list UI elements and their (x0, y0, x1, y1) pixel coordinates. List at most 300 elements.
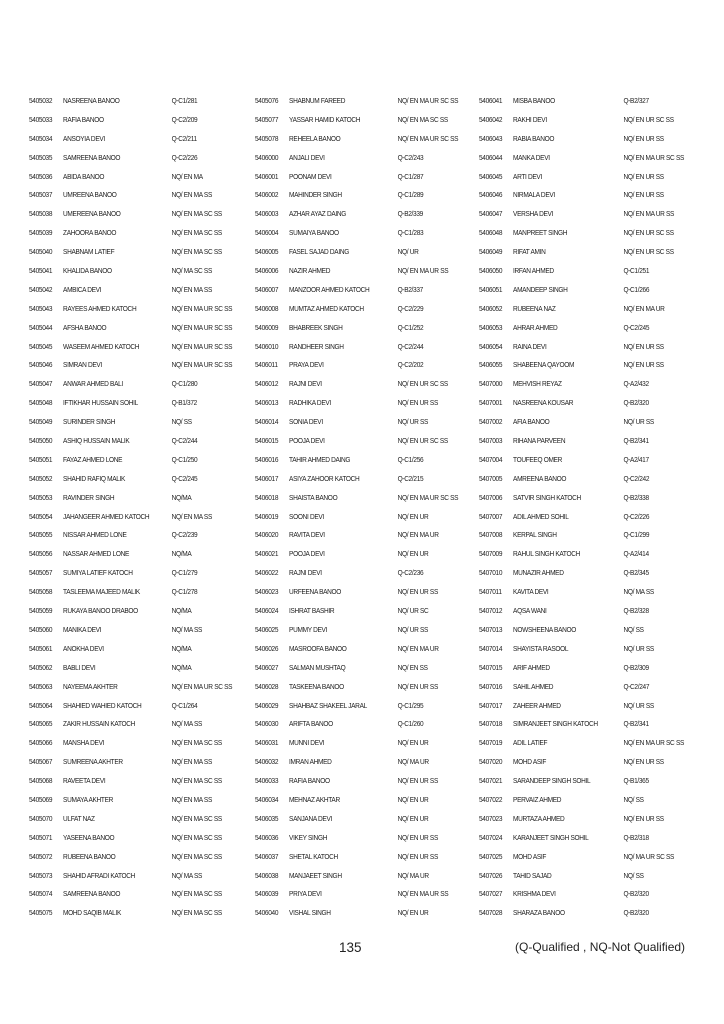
candidate-name: SHABEENA QAYOOM (513, 361, 575, 370)
candidate-name: MAHINDER SINGH (289, 191, 342, 200)
roll-number: 5405076 (255, 97, 279, 105)
roll-number: 5406017 (255, 474, 279, 483)
result-status: Q-C1/289 (397, 191, 424, 200)
roll-number: 5405040 (29, 248, 53, 257)
roll-number: 5405056 (29, 550, 53, 559)
candidate-name: RAVITA DEVI (289, 531, 325, 540)
roll-number: 5405032 (29, 97, 53, 105)
result-status: Q-C1/299 (623, 531, 650, 540)
result-status: Q-B2/341 (623, 437, 649, 446)
roll-number: 5405070 (29, 814, 53, 823)
roll-number: 5405039 (29, 229, 53, 238)
candidate-name: SAMREENA BANOO (63, 153, 121, 162)
result-status: NQ/ EN UR SC SS (623, 115, 674, 124)
candidate-name: VIKEY SINGH (289, 833, 328, 842)
candidate-name: ADIL LATIEF (513, 739, 548, 748)
candidate-name: SHABNUM FAREED (289, 97, 346, 105)
result-status: Q-B2/338 (623, 493, 649, 502)
result-status: NQ/ EN UR SS (397, 777, 438, 786)
result-status: Q-C2/243 (397, 153, 424, 162)
roll-number: 5405067 (29, 758, 53, 767)
result-status: Q-C1/250 (171, 455, 198, 464)
roll-number: 5406037 (255, 852, 279, 861)
roll-number: 5405044 (29, 323, 53, 332)
result-status: Q-B2/327 (623, 97, 649, 105)
result-status: Q-A2/432 (623, 380, 649, 389)
roll-number: 5406015 (255, 437, 279, 446)
result-status: NQ/ EN UR SC SS (623, 229, 674, 238)
candidate-name: RAJNI DEVI (289, 380, 322, 389)
roll-number: 5407017 (479, 701, 503, 710)
roll-number: 5406014 (255, 418, 279, 427)
roll-number: 5405047 (29, 380, 53, 389)
candidate-name: NASSAR AHMED LONE (63, 550, 130, 559)
result-status: NQ/ EN UR SS (623, 814, 664, 823)
roll-number: 5406010 (255, 342, 279, 351)
roll-number: 5406001 (255, 172, 279, 181)
roll-number: 5405033 (29, 115, 53, 124)
result-status: NQ/ EN UR SS (397, 852, 438, 861)
candidate-name: MANKA DEVI (513, 153, 550, 162)
roll-number: 5405064 (29, 701, 53, 710)
candidate-name: RAVEETA DEVI (63, 777, 106, 786)
result-status: NQ/ EN MA SC SS (171, 833, 222, 842)
result-status: NQ/ MA UR SC SS (623, 852, 675, 861)
roll-number: 5406026 (255, 644, 279, 653)
candidate-name: SALMAN MUSHTAQ (289, 663, 346, 672)
roll-number: 5406012 (255, 380, 279, 389)
candidate-name: SUMAIYA BANOO (289, 229, 339, 238)
candidate-name: RUBEENA BANOO (63, 852, 116, 861)
roll-number: 5406041 (479, 97, 503, 105)
result-status: NQ/ UR SS (623, 644, 654, 653)
result-status: Q-B2/339 (397, 210, 423, 219)
result-status: NQ/ EN UR SS (623, 758, 664, 767)
result-status: NQ/ UR SS (397, 418, 429, 427)
result-status: NQ/ EN MA UR SC SS (623, 739, 685, 748)
roll-number: 5405038 (29, 210, 53, 219)
result-status: Q-C1/260 (397, 720, 424, 729)
roll-number: 5407012 (479, 607, 503, 616)
roll-number: 5405043 (29, 304, 53, 313)
candidate-name: UMREENA BANOO (63, 191, 117, 200)
result-status: NQ/ UR SS (397, 625, 429, 634)
roll-number: 5406034 (255, 795, 279, 804)
result-status: NQ/ EN MA UR SS (623, 210, 675, 219)
result-status: NQ/ EN UR SS (623, 172, 664, 181)
candidate-name: RIFAT AMIN (513, 248, 546, 257)
candidate-name: SAHIL AHMED (513, 682, 554, 691)
result-status: NQ/MA (171, 550, 192, 559)
candidate-name: SIMRAN DEVI (63, 361, 102, 370)
roll-number: 5405059 (29, 607, 53, 616)
candidate-name: SHAHBAZ SHAKEEL JARAL (289, 701, 367, 710)
roll-number: 5406043 (479, 134, 503, 143)
candidate-name: UMEREENA BANOO (63, 210, 121, 219)
roll-number: 5406042 (479, 115, 503, 124)
result-status: NQ/ MA UR (397, 871, 429, 880)
result-status: Q-B1/372 (171, 399, 197, 408)
candidate-name: PRIYA DEVI (289, 890, 322, 899)
candidate-name: BABLI DEVI (63, 663, 96, 672)
roll-number: 5407003 (479, 437, 503, 446)
candidate-name: SIMRANJEET SINGH KATOCH (513, 720, 598, 729)
candidate-name: TOUFEEQ OMER (513, 455, 563, 464)
candidate-name: SANJANA DEVI (289, 814, 332, 823)
candidate-name: MANSHA DEVI (63, 739, 105, 748)
result-status: NQ/ EN MA UR SC SS (171, 682, 233, 691)
result-status: NQ/ EN MA SS (171, 512, 212, 521)
candidate-name: MISBA BANOO (513, 97, 555, 105)
roll-number: 5406040 (255, 909, 279, 918)
candidate-name: ADIL AHMED SOHIL (513, 512, 569, 521)
roll-number: 5407011 (479, 588, 502, 597)
result-status: NQ/ EN MA SC SS (171, 210, 222, 219)
candidate-name: SUMIYA LATIEF KATOCH (63, 569, 133, 578)
result-status: NQ/ EN MA SC SS (171, 852, 222, 861)
candidate-name: MANPREET SINGH (513, 229, 568, 238)
candidate-name: VERSHA DEVI (513, 210, 554, 219)
roll-number: 5407008 (479, 531, 503, 540)
roll-number: 5405074 (29, 890, 53, 899)
candidate-name: SURINDER SINGH (63, 418, 116, 427)
candidate-name: AFSHA BANOO (63, 323, 107, 332)
roll-number: 5407026 (479, 871, 503, 880)
roll-number: 5405036 (29, 172, 53, 181)
candidate-name: RAVINDER SINGH (63, 493, 115, 502)
result-status: Q-C2/226 (623, 512, 650, 521)
candidate-name: SHABNAM LATIEF (63, 248, 115, 257)
result-status: NQ/ MA UR (397, 758, 429, 767)
result-status: NQ/ EN MA UR SC SS (171, 304, 233, 313)
candidate-name: JAHANGEER AHMED KATOCH (63, 512, 150, 521)
result-status: NQ/ EN UR SS (397, 399, 438, 408)
roll-number: 5406048 (479, 229, 503, 238)
result-status: NQ/ UR SS (623, 701, 654, 710)
roll-number: 5407016 (479, 682, 503, 691)
result-status: NQ/ MA SC SS (171, 267, 212, 276)
roll-number: 5407001 (479, 399, 503, 408)
candidate-name: AZHAR AYAZ DAING (289, 210, 347, 219)
roll-number: 5406032 (255, 758, 279, 767)
result-status: NQ/ EN MA UR SC SS (171, 323, 233, 332)
candidate-name: RAHUL SINGH KATOCH (513, 550, 581, 559)
roll-number: 5405053 (29, 493, 53, 502)
candidate-name: POONAM DEVI (289, 172, 332, 181)
roll-number: 5405052 (29, 474, 53, 483)
result-status: Q-C2/239 (171, 531, 198, 540)
candidate-name: AMANDEEP SINGH (513, 285, 568, 294)
result-status: NQ/MA (171, 663, 192, 672)
result-status: Q-C2/236 (397, 569, 424, 578)
roll-number: 5406051 (479, 285, 503, 294)
result-status: NQ/ EN UR (397, 739, 429, 748)
result-status: Q-C2/209 (171, 115, 198, 124)
roll-number: 5406019 (255, 512, 279, 521)
roll-number: 5405069 (29, 795, 53, 804)
result-status: Q-C1/287 (397, 172, 424, 181)
candidate-name: SHETAL KATOCH (289, 852, 338, 861)
result-status: NQ/ EN MA SC SS (397, 115, 448, 124)
result-status: NQ/ EN UR (397, 550, 429, 559)
roll-number: 5407025 (479, 852, 503, 861)
candidate-name: TASKEENA BANOO (289, 682, 344, 691)
candidate-name: NASREENA BANOO (63, 97, 120, 105)
candidate-name: ARTI DEVI (513, 172, 542, 181)
candidate-name: SHAHID RAFIQ MALIK (63, 474, 126, 483)
result-status: Q-B2/328 (623, 607, 649, 616)
result-status: NQ/ EN MA UR (623, 304, 665, 313)
result-status: NQ/ EN UR SS (397, 588, 438, 597)
candidate-name: RADHIKA DEVI (289, 399, 331, 408)
candidate-name: MUNNI DEVI (289, 739, 325, 748)
candidate-name: NISSAR AHMED LONE (63, 531, 127, 540)
roll-number: 5407005 (479, 474, 503, 483)
roll-number: 5405063 (29, 682, 53, 691)
candidate-name: MASROOFA BANOO (289, 644, 347, 653)
result-status: Q-B2/318 (623, 833, 649, 842)
candidate-name: ULFAT NAZ (63, 814, 95, 823)
result-status: Q-C1/252 (397, 323, 424, 332)
result-status: NQ/ UR (397, 248, 419, 257)
candidate-name: RAKHI DEVI (513, 115, 547, 124)
result-status: NQ/ EN MA SC SS (171, 248, 222, 257)
result-status: Q-A2/414 (623, 550, 649, 559)
result-status: Q-B2/337 (397, 285, 423, 294)
candidate-name: FASEL SAJAD DAING (289, 248, 349, 257)
result-status: Q-C2/215 (397, 474, 424, 483)
result-status: NQ/ EN MA (171, 172, 203, 181)
result-status: Q-C2/244 (397, 342, 424, 351)
roll-number: 5405068 (29, 777, 53, 786)
candidate-name: ANOKHA DEVI (63, 644, 104, 653)
roll-number: 5405057 (29, 569, 53, 578)
candidate-name: SARANDEEP SINGH SOHIL (513, 777, 591, 786)
result-status: Q-C2/226 (171, 153, 198, 162)
result-status: NQ/ MA SS (171, 871, 203, 880)
candidate-name: WASEEM AHMED KATOCH (63, 342, 140, 351)
roll-number: 5406028 (255, 682, 279, 691)
candidate-name: RAFIA BANOO (289, 777, 330, 786)
result-status: NQ/ SS (623, 795, 644, 804)
candidate-name: RABIA BANOO (513, 134, 555, 143)
candidate-name: YASEENA BANOO (63, 833, 115, 842)
candidate-name: ABIDA BANOO (63, 172, 105, 181)
roll-number: 5407024 (479, 833, 503, 842)
candidate-name: SHAYISTA RASOOL (513, 644, 569, 653)
result-status: NQ/ MA SS (623, 588, 654, 597)
candidate-name: RUBEENA NAZ (513, 304, 556, 313)
result-status: Q-C2/247 (623, 682, 650, 691)
result-status: NQ/ EN MA UR SC SS (171, 361, 233, 370)
roll-number: 5405065 (29, 720, 53, 729)
candidate-name: REHEELA BANOO (289, 134, 341, 143)
candidate-name: MOHD ASIF (513, 852, 547, 861)
roll-number: 5407020 (479, 758, 503, 767)
result-status: Q-B2/341 (623, 720, 649, 729)
result-status: NQ/MA (171, 493, 192, 502)
candidate-name: ZAHEER AHMED (513, 701, 561, 710)
candidate-name: ARIF AHMED (513, 663, 550, 672)
result-status: NQ/ EN UR (397, 512, 429, 521)
result-status: NQ/ EN MA UR (397, 644, 439, 653)
result-status: NQ/ EN MA UR SC SS (623, 153, 685, 162)
result-status: NQ/ EN MA SC SS (171, 909, 222, 918)
candidate-name: NAZIR AHMED (289, 267, 331, 276)
candidate-name: SOONI DEVI (289, 512, 324, 521)
candidate-name: NOWSHEENA BANOO (513, 625, 577, 634)
roll-number: 5406003 (255, 210, 279, 219)
candidate-name: SATVIR SINGH KATOCH (513, 493, 581, 502)
result-status: Q-C1/266 (623, 285, 650, 294)
result-status: NQ/ UR SS (623, 418, 654, 427)
result-status: Q-B2/320 (623, 399, 649, 408)
roll-number: 5406047 (479, 210, 503, 219)
result-status: Q-C1/256 (397, 455, 424, 464)
result-status: Q-A2/417 (623, 455, 649, 464)
candidate-name: RUKAYA BANOO DRABOO (63, 607, 138, 616)
result-status: NQ/ EN UR SC SS (623, 248, 674, 257)
candidate-name: MEHVISH REYAZ (513, 380, 562, 389)
candidate-name: ZAHOORA BANOO (63, 229, 117, 238)
candidate-name: ASHIQ HUSSAIN MALIK (63, 437, 130, 446)
roll-number: 5407006 (479, 493, 503, 502)
roll-number: 5406002 (255, 191, 279, 200)
candidate-name: SONIA DEVI (289, 418, 323, 427)
result-status: NQ/ EN MA SS (171, 795, 212, 804)
roll-number: 5406011 (255, 361, 278, 370)
roll-number: 5406007 (255, 285, 279, 294)
roll-number: 5405034 (29, 134, 53, 143)
candidate-name: MOHD ASIF (513, 758, 547, 767)
candidate-name: PUMMY DEVI (289, 625, 328, 634)
roll-number: 5407004 (479, 455, 503, 464)
result-status: NQ/ EN MA UR SC SS (397, 493, 459, 502)
candidate-name: AMBICA DEVI (63, 285, 102, 294)
candidate-name: SHAISTA BANOO (289, 493, 338, 502)
candidate-name: IRFAN AHMED (513, 267, 554, 276)
roll-number: 5405062 (29, 663, 53, 672)
result-status: Q-B2/309 (623, 663, 649, 672)
roll-number: 5406020 (255, 531, 279, 540)
roll-number: 5406008 (255, 304, 279, 313)
candidate-name: SUMREENA AKHTER (63, 758, 123, 767)
candidate-name: KRISHMA DEVI (513, 890, 556, 899)
roll-number: 5406023 (255, 588, 279, 597)
result-status: Q-C1/283 (397, 229, 424, 238)
result-status: NQ/ EN MA SC SS (171, 739, 222, 748)
roll-number: 5406044 (479, 153, 503, 162)
candidate-name: MANIKA DEVI (63, 625, 102, 634)
candidate-name: RAFIA BANOO (63, 115, 104, 124)
candidate-name: MUNAZIR AHMED (513, 569, 564, 578)
page-number: 135 (339, 940, 362, 955)
roll-number: 5406006 (255, 267, 279, 276)
candidate-name: YASSAR HAMID KATOCH (289, 115, 361, 124)
roll-number: 5405075 (29, 909, 53, 918)
roll-number: 5405042 (29, 285, 53, 294)
result-status: Q-C1/264 (171, 701, 198, 710)
roll-number: 5406036 (255, 833, 279, 842)
result-status: Q-C1/278 (171, 588, 198, 597)
candidate-name: ANWAR AHMED BALI (63, 380, 123, 389)
result-status: NQ/ EN UR (397, 909, 429, 918)
candidate-name: MANJAEET SINGH (289, 871, 342, 880)
candidate-name: NASREENA KOUSAR (513, 399, 574, 408)
roll-number: 5405054 (29, 512, 53, 521)
candidate-name: MANZOOR AHMED KATOCH (289, 285, 370, 294)
candidate-name: FAYAZ AHMED LONE (63, 455, 123, 464)
candidate-name: ISHRAT BASHIR (289, 607, 335, 616)
candidate-name: ARIFTA BANOO (289, 720, 333, 729)
candidate-name: IFTIKHAR HUSSAIN SOHIL (63, 399, 138, 408)
candidate-name: TAHID SAJAD (513, 871, 552, 880)
roll-number: 5406038 (255, 871, 279, 880)
candidate-name: KERPAL SINGH (513, 531, 557, 540)
candidate-name: VISHAL SINGH (289, 909, 331, 918)
roll-number: 5405078 (255, 134, 279, 143)
result-status: Q-B2/345 (623, 569, 649, 578)
roll-number: 5406049 (479, 248, 503, 257)
candidate-name: TAHIR AHMED DAING (289, 455, 351, 464)
candidate-name: AHRAR AHMED (513, 323, 558, 332)
roll-number: 5406031 (255, 739, 279, 748)
result-status: Q-C1/280 (171, 380, 198, 389)
candidate-name: SHAHIED WAHIED KATOCH (63, 701, 142, 710)
roll-number: 5406025 (255, 625, 279, 634)
candidate-name: MOHD SAQIB MALIK (63, 909, 121, 918)
roll-number: 5406016 (255, 455, 279, 464)
roll-number: 5406009 (255, 323, 279, 332)
result-status: NQ/ EN UR SS (623, 134, 664, 143)
roll-number: 5406050 (479, 267, 503, 276)
qualification-legend: (Q-Qualified , NQ-Not Qualified) (515, 940, 686, 954)
result-status: Q-B2/320 (623, 890, 649, 899)
result-status: Q-C1/281 (171, 97, 198, 105)
result-status: Q-C2/242 (623, 474, 650, 483)
roll-number: 5406027 (255, 663, 279, 672)
candidate-name: KAVITA DEVI (513, 588, 549, 597)
candidate-name: ANJALI DEVI (289, 153, 325, 162)
result-status: Q-C2/229 (397, 304, 424, 313)
roll-number: 5407002 (479, 418, 503, 427)
result-status: NQ/ EN MA SC SS (171, 890, 222, 899)
roll-number: 5405060 (29, 625, 53, 634)
result-status: NQ/ EN MA SS (171, 285, 212, 294)
result-status: NQ/ EN MA SC SS (171, 814, 222, 823)
result-status: Q-C2/245 (623, 323, 650, 332)
candidate-name: KARANJEET SINGH SOHIL (513, 833, 589, 842)
result-status: NQ/ EN UR SS (397, 682, 438, 691)
roll-number: 5405041 (29, 267, 53, 276)
roll-number: 5405073 (29, 871, 53, 880)
candidate-name: ANSOYIA DEVI (63, 134, 105, 143)
roll-number: 5405058 (29, 588, 53, 597)
candidate-name: MURTAZA AHMED (513, 814, 565, 823)
result-status: NQ/MA (171, 644, 192, 653)
roll-number: 5407014 (479, 644, 503, 653)
candidate-name: ZAKIR HUSSAIN KATOCH (63, 720, 136, 729)
result-status: NQ/ EN MA SC SS (171, 777, 222, 786)
roll-number: 5407028 (479, 909, 503, 918)
candidate-name: PERVAIZ AHMED (513, 795, 562, 804)
result-status: Q-C2/245 (171, 474, 198, 483)
result-status: NQ/ MA SS (171, 720, 203, 729)
result-status: NQ/ EN UR SC SS (397, 380, 448, 389)
result-status: NQ/ EN UR SS (623, 342, 664, 351)
roll-number: 5405071 (29, 833, 53, 842)
roll-number: 5407015 (479, 663, 503, 672)
